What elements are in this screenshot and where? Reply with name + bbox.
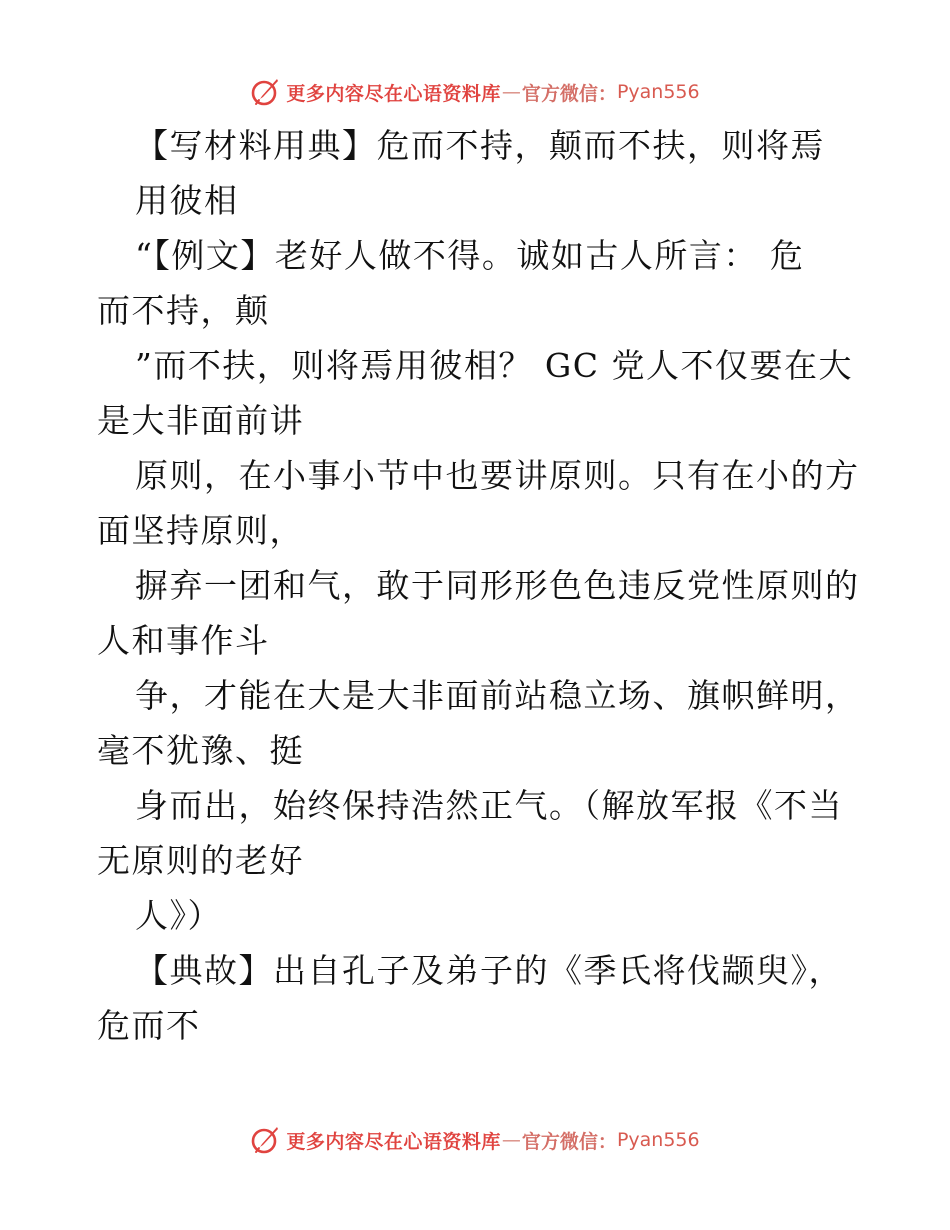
watermark-main-text: 更多内容尽在心语资料库	[286, 82, 501, 105]
paragraph-1-line-2: 用彼相	[135, 181, 239, 220]
footer-watermark	[0, 1120, 950, 1160]
quill-logo-icon	[250, 1125, 280, 1155]
watermark-wechat-id: Pyan556	[616, 81, 700, 103]
watermark-wechat-id: Pyan556	[616, 1129, 700, 1151]
paragraph-3-line-1: ”而不扶，则将焉用彼相？ GC 党人不仅要在大	[135, 346, 853, 385]
quill-logo-icon	[250, 77, 280, 107]
paragraph-2-line-2: 而不持，颠	[97, 291, 270, 330]
paragraph-1-line-1: 【写材料用典】危而不持，颠而不扶，则将焉	[135, 126, 825, 165]
paragraph-8-line-1: 人》）	[135, 896, 222, 935]
paragraph-5-line-1: 摒弃一团和气，敢于同形形色色违反党性原则的	[135, 566, 860, 605]
watermark-official-label: 官方微信：	[521, 1130, 617, 1153]
paragraph-6-line-2: 毫不犹豫、挺	[97, 731, 304, 770]
paragraph-4-line-1: 原则，在小事小节中也要讲原则。只有在小的方	[135, 456, 860, 495]
paragraph-7-line-1: 身而出，始终保持浩然正气。（解放军报《不当	[135, 786, 843, 825]
header-watermark	[0, 72, 950, 112]
paragraph-7-line-2: 无原则的老好	[97, 841, 304, 880]
paragraph-9-line-2: 危而不	[97, 1006, 201, 1045]
watermark-dash: —	[501, 1129, 521, 1151]
paragraph-2-line-1: “【例文】老好人做不得。诚如古人所言： 危	[135, 236, 805, 275]
paragraph-4-line-2: 面坚持原则，	[97, 511, 304, 550]
paragraph-9-line-1: 【典故】出自孔子及弟子的《季氏将伐颛臾》，	[135, 951, 843, 990]
watermark-main-text: 更多内容尽在心语资料库	[286, 1130, 501, 1153]
document-body	[97, 118, 887, 1053]
watermark-official-label: 官方微信：	[521, 82, 617, 105]
paragraph-6-line-1: 争，才能在大是大非面前站稳立场、旗帜鲜明，	[135, 676, 860, 715]
paragraph-3-line-2: 是大非面前讲	[97, 401, 304, 440]
paragraph-5-line-2: 人和事作斗	[97, 621, 270, 660]
watermark-dash: —	[501, 81, 521, 103]
